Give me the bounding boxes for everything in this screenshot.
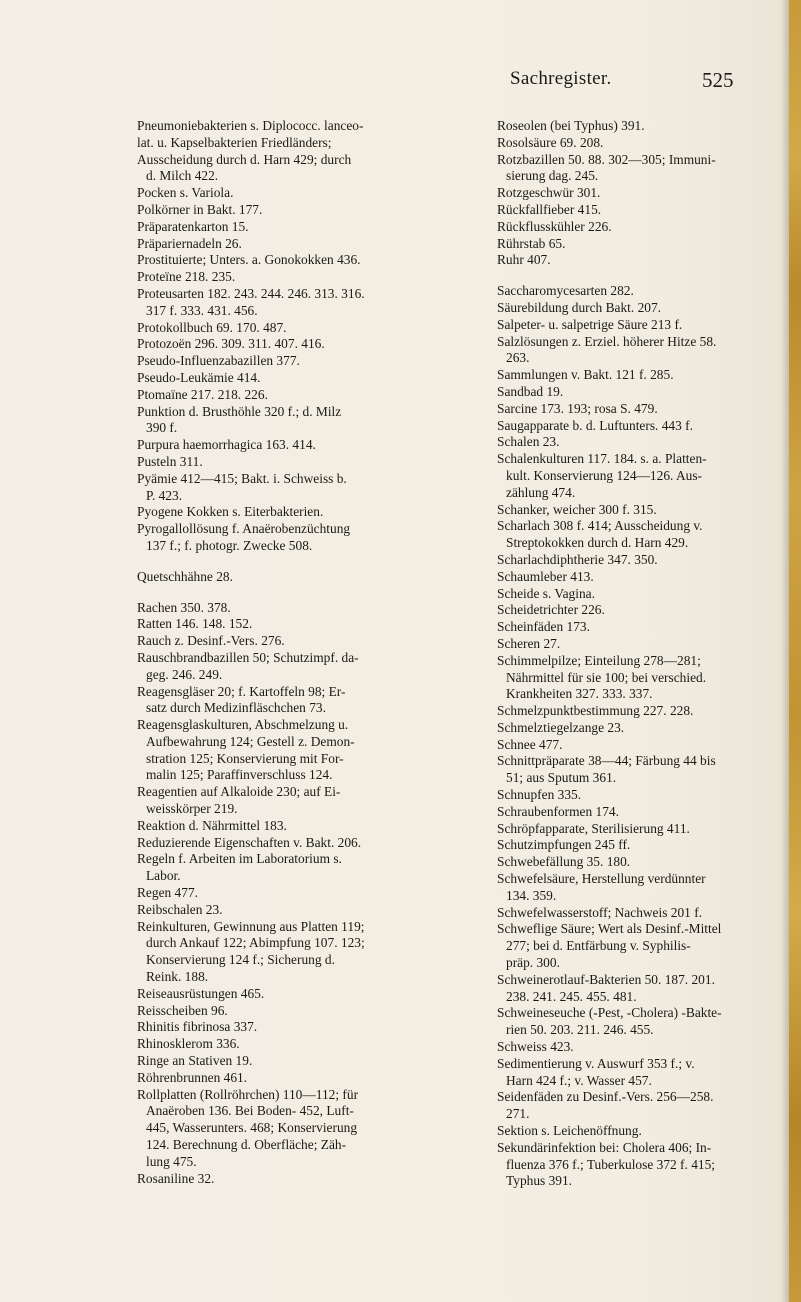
index-entry-continuation: 134. 359. xyxy=(506,887,557,903)
index-entry: Seidenfäden zu Desinf.-Vers. 256—258. xyxy=(497,1089,714,1105)
index-entry: Rosolsäure 69. 208. xyxy=(497,134,604,150)
index-entry: Präparatenkarton 15. xyxy=(137,218,249,234)
index-entry: Schraubenformen 174. xyxy=(497,803,619,819)
index-entry: Reisscheiben 96. xyxy=(137,1002,228,1018)
index-entry: Purpura haemorrhagica 163. 414. xyxy=(137,437,316,453)
index-entry: Sandbad 19. xyxy=(497,383,564,399)
index-entry: Rollplatten (Rollröhrchen) 110—112; für xyxy=(137,1086,359,1102)
index-entry: Sarcine 173. 193; rosa S. 479. xyxy=(497,400,658,416)
index-entry: Scheren 27. xyxy=(497,635,561,651)
index-entry: Ratten 146. 148. 152. xyxy=(137,616,253,632)
index-entry: Schmelzpunktbestimmung 227. 228. xyxy=(497,703,694,719)
index-entry-continuation: 51; aus Sputum 361. xyxy=(506,770,617,786)
index-entry: Rachen 350. 378. xyxy=(137,599,231,615)
index-entry: Scharlachdiphtherie 347. 350. xyxy=(497,551,658,567)
index-entry-continuation: Reink. 188. xyxy=(146,969,209,985)
index-entry: lat. u. Kapselbakterien Friedländers; xyxy=(137,134,332,150)
index-entry-continuation: 390 f. xyxy=(146,420,178,436)
index-entry: Schutzimpfungen 245 ff. xyxy=(497,837,631,853)
index-entry-continuation: Typhus 391. xyxy=(506,1173,573,1189)
index-entry: Rauch z. Desinf.-Vers. 276. xyxy=(137,633,285,649)
index-entry-continuation: Harn 424 f.; v. Wasser 457. xyxy=(506,1072,652,1088)
index-entry-continuation: 271. xyxy=(506,1106,530,1122)
index-entry-continuation: Labor. xyxy=(146,868,181,884)
index-entry: Schimmelpilze; Einteilung 278—281; xyxy=(497,652,701,668)
index-entry: Reibschalen 23. xyxy=(137,901,223,917)
index-entry: Schweinerotlauf-Bakterien 50. 187. 201. xyxy=(497,971,715,987)
index-entry: Saugapparate b. d. Luftunters. 443 f. xyxy=(497,417,693,433)
index-entry: Punktion d. Brusthöhle 320 f.; d. Milz xyxy=(137,403,342,419)
index-entry: Proteïne 218. 235. xyxy=(137,269,236,285)
index-entry: Scheinfäden 173. xyxy=(497,619,590,635)
index-entry-continuation: Nährmittel für sie 100; bei verschied. xyxy=(506,669,707,685)
index-entry-continuation: fluenza 376 f.; Tuberkulose 372 f. 415; xyxy=(506,1156,716,1172)
index-entry: Ringe an Stativen 19. xyxy=(137,1053,253,1069)
index-entry-continuation: geg. 246. 249. xyxy=(146,666,223,682)
index-entry: Salpeter- u. salpetrige Säure 213 f. xyxy=(497,316,683,332)
index-entry: Pyrogallollösung f. Anaërobenzüchtung xyxy=(137,521,351,537)
index-entry-continuation: sierung dag. 245. xyxy=(506,168,599,184)
index-entry: Regen 477. xyxy=(137,885,198,901)
page-edge-strip xyxy=(789,0,801,1302)
index-entry: Pyogene Kokken s. Eiterbakterien. xyxy=(137,504,324,520)
index-entry: Pyämie 412—415; Bakt. i. Schweiss b. xyxy=(137,470,347,486)
index-entry: Reduzierende Eigenschaften v. Bakt. 206. xyxy=(137,834,362,850)
index-entry: Regeln f. Arbeiten im Laboratorium s. xyxy=(137,851,342,867)
index-entry-continuation: lung 475. xyxy=(146,1153,197,1169)
index-entry: Salzlösungen z. Erziel. höherer Hitze 58. xyxy=(497,333,717,349)
index-entry-continuation: rien 50. 203. 211. 246. 455. xyxy=(506,1022,654,1038)
index-entry: Pneumoniebakterien s. Diplococc. lanceo- xyxy=(137,118,364,133)
index-entry: Schalenkulturen 117. 184. s. a. Platten- xyxy=(497,451,707,467)
index-column-left xyxy=(137,118,474,1187)
index-column-right xyxy=(497,118,785,1190)
index-entry-continuation: Konservierung 124 f.; Sicherung d. xyxy=(146,952,335,968)
index-entry: Sammlungen v. Bakt. 121 f. 285. xyxy=(497,367,674,383)
index-entry-continuation: Aufbewahrung 124; Gestell z. Demon- xyxy=(146,733,355,749)
index-entry: Saccharomycesarten 282. xyxy=(497,283,634,299)
index-entry: Ptomaïne 217. 218. 226. xyxy=(137,386,268,402)
index-entry: Scharlach 308 f. 414; Ausscheidung v. xyxy=(497,518,703,534)
index-entry: Prostituierte; Unters. a. Gonokokken 436. xyxy=(137,252,361,268)
index-entry-continuation: Anaëroben 136. Bei Boden- 452, Luft- xyxy=(146,1103,354,1119)
index-entry: Reiseausrüstungen 465. xyxy=(137,985,265,1001)
index-entry-continuation: Krankheiten 327. 333. 337. xyxy=(506,686,653,702)
index-entry: Polkörner in Bakt. 177. xyxy=(137,201,263,217)
index-entry: Scheide s. Vagina. xyxy=(497,585,595,601)
index-entry-continuation: malin 125; Paraffinverschluss 124. xyxy=(146,767,333,783)
index-entry: Schwefelsäure, Herstellung verdünnter xyxy=(497,871,706,887)
index-entry-continuation: 317 f. 333. 431. 456. xyxy=(146,302,258,318)
index-entry-continuation: präp. 300. xyxy=(506,955,560,971)
index-entry: Rückflusskühler 226. xyxy=(497,218,612,234)
index-entry: Schnittpräparate 38—44; Färbung 44 bis xyxy=(497,753,716,769)
index-entry-continuation: 445, Wasserunters. 468; Konservierung xyxy=(146,1120,358,1136)
index-entry: Sedimentierung v. Auswurf 353 f.; v. xyxy=(497,1055,695,1071)
index-entry: Sektion s. Leichenöffnung. xyxy=(497,1123,642,1139)
index-entry-continuation: kult. Konservierung 124—126. Aus- xyxy=(506,467,703,483)
index-entry: Reagentien auf Alkaloide 230; auf Ei- xyxy=(137,784,341,800)
index-entry: Schnee 477. xyxy=(497,736,563,752)
index-entry: Schaumleber 413. xyxy=(497,568,594,584)
index-entry: Säurebildung durch Bakt. 207. xyxy=(497,299,662,315)
index-entry: Schwefelwasserstoff; Nachweis 201 f. xyxy=(497,904,703,920)
index-entry: Ruhr 407. xyxy=(497,252,551,268)
index-entry: Schnupfen 335. xyxy=(497,787,582,803)
index-entry: Schweiss 423. xyxy=(497,1039,574,1055)
index-entry: Rückfallfieber 415. xyxy=(497,201,602,217)
index-entry: Schröpfapparate, Sterilisierung 411. xyxy=(497,820,690,836)
index-entry-continuation: Streptokokken durch d. Harn 429. xyxy=(506,535,689,551)
index-entry: Pocken s. Variola. xyxy=(137,185,234,201)
letter-group-gap xyxy=(137,555,474,569)
index-entry-continuation: 263. xyxy=(506,350,530,366)
letter-group-gap xyxy=(497,269,785,283)
index-entry-continuation: durch Ankauf 122; Abimpfung 107. 123; xyxy=(146,935,365,951)
letter-group-gap xyxy=(137,586,474,600)
index-entry: Rotzgeschwür 301. xyxy=(497,185,601,201)
index-entry: Roseolen (bei Typhus) 391. xyxy=(497,118,645,133)
index-entry: Rauschbrandbazillen 50; Schutzimpf. da- xyxy=(137,649,359,665)
index-entry: Präpariernadeln 26. xyxy=(137,235,242,251)
index-entry: Schalen 23. xyxy=(497,434,560,450)
index-entry: Rosaniline 32. xyxy=(137,1170,215,1186)
index-entry: Pseudo-Leukämie 414. xyxy=(137,369,261,385)
index-entry: Rhinitis fibrinosa 337. xyxy=(137,1019,258,1035)
page-header xyxy=(0,68,801,98)
index-entry: Protokollbuch 69. 170. 487. xyxy=(137,319,287,335)
index-entry-continuation: satz durch Medizinfläschchen 73. xyxy=(146,700,326,716)
index-entry-continuation: 277; bei d. Entfärbung v. Syphilis- xyxy=(506,938,691,954)
running-title: Sachregister. xyxy=(510,68,612,89)
index-entry-continuation: 137 f.; f. photogr. Zwecke 508. xyxy=(146,537,313,553)
index-entry-continuation: weisskörper 219. xyxy=(146,801,238,817)
index-entry-continuation: 124. Berechnung d. Oberfläche; Zäh- xyxy=(146,1137,347,1153)
index-entry: Quetschhähne 28. xyxy=(137,568,233,584)
index-entry: Schweflige Säure; Wert als Desinf.-Mittel xyxy=(497,921,722,937)
index-entry: Protozoën 296. 309. 311. 407. 416. xyxy=(137,336,325,352)
index-entry: Schweineseuche (-Pest, -Cholera) -Bakte- xyxy=(497,1005,722,1021)
index-entry: Proteusarten 182. 243. 244. 246. 313. 316. xyxy=(137,285,365,301)
index-entry: Ausscheidung durch d. Harn 429; durch xyxy=(137,151,352,167)
index-entry-continuation: P. 423. xyxy=(146,487,183,503)
index-entry: Scheidetrichter 226. xyxy=(497,602,605,618)
index-entry: Schmelztiegelzange 23. xyxy=(497,719,625,735)
index-entry: Sekundärinfektion bei: Cholera 406; In- xyxy=(497,1139,712,1155)
index-entry: Pseudo-Influenzabazillen 377. xyxy=(137,353,300,369)
index-entry: Rührstab 65. xyxy=(497,235,566,251)
index-entry: Reagensgläser 20; f. Kartoffeln 98; Er- xyxy=(137,683,346,699)
index-entry: Reinkulturen, Gewinnung aus Platten 119; xyxy=(137,918,365,934)
index-entry: Schwebefällung 35. 180. xyxy=(497,854,631,870)
page-number: 525 xyxy=(702,68,734,92)
index-entry-continuation: d. Milch 422. xyxy=(146,168,219,184)
index-entry: Röhrenbrunnen 461. xyxy=(137,1069,248,1085)
index-entry: Reagensglaskulturen, Abschmelzung u. xyxy=(137,717,349,733)
index-entry-continuation: stration 125; Konservierung mit For- xyxy=(146,750,344,766)
index-entry-continuation: 238. 241. 245. 455. 481. xyxy=(506,988,637,1004)
index-entry: Rotzbazillen 50. 88. 302—305; Immuni- xyxy=(497,151,716,167)
index-entry: Schanker, weicher 300 f. 315. xyxy=(497,501,657,517)
index-entry: Rhinosklerom 336. xyxy=(137,1036,240,1052)
index-entry-continuation: zählung 474. xyxy=(506,484,576,500)
index-entry: Reaktion d. Nährmittel 183. xyxy=(137,817,287,833)
index-entry: Pusteln 311. xyxy=(137,453,203,469)
